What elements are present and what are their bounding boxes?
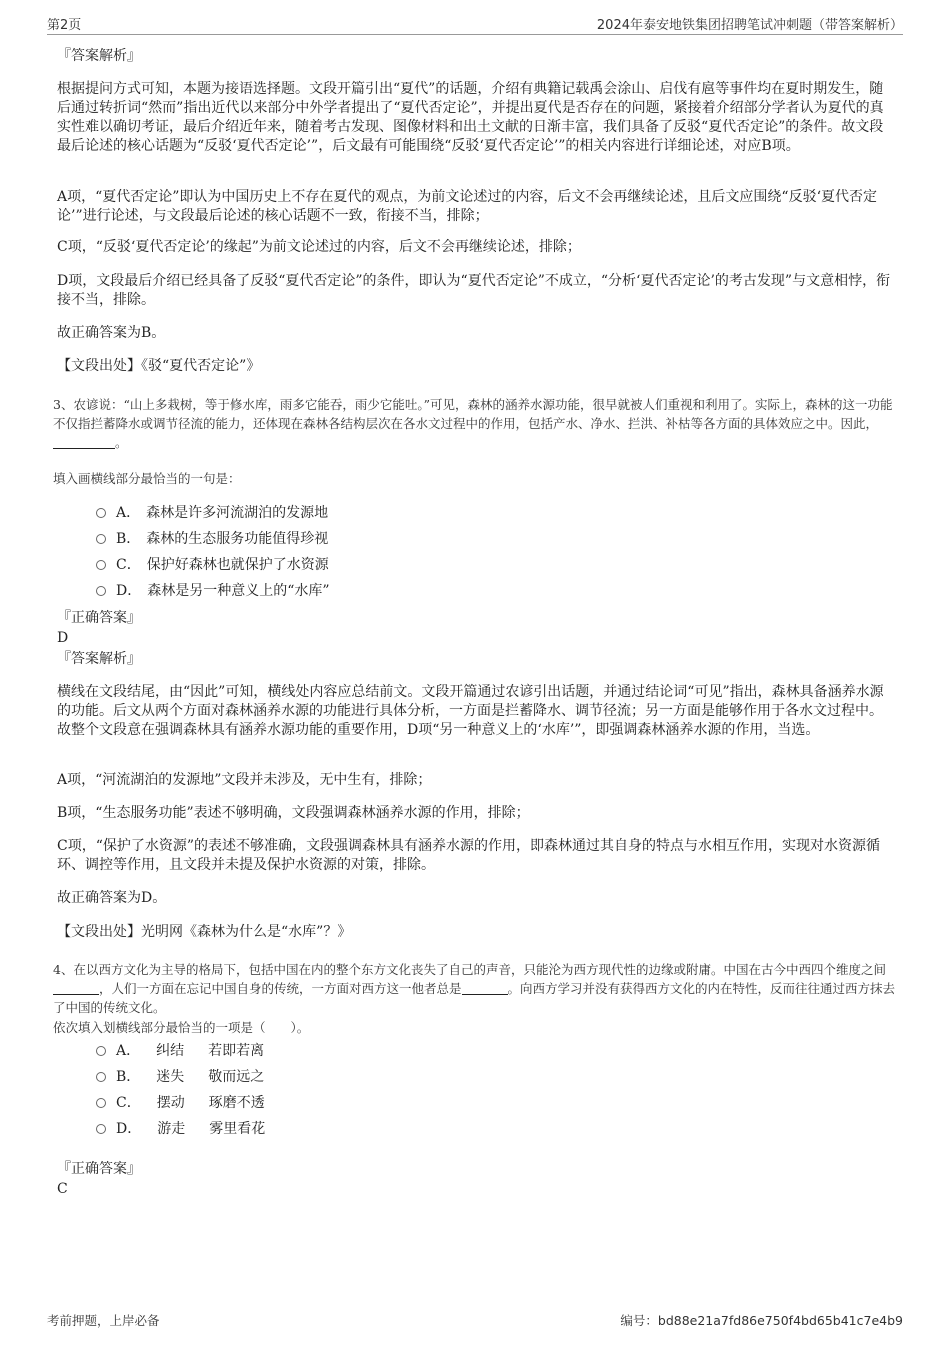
q4-answer-title: 『正确答案』	[57, 1161, 141, 1177]
radio-icon[interactable]	[96, 1124, 106, 1134]
q4-blank-2	[462, 982, 508, 995]
radio-icon[interactable]	[96, 560, 106, 570]
q2-analysis-option-c: C项，“反驳‘夏代否定论’的缘起”为前文论述过的内容，后文不会再继续论述，排除；	[57, 239, 581, 255]
q3-source: 【文段出处】光明网《森林为什么是“水库”？》	[57, 924, 352, 940]
q3-stem	[53, 395, 898, 452]
q3-analysis-option-c: C项，“保护了水资源”的表述不够准确，文段强调森林具有涵养水源的作用，即森林通过其自身的特点与水相互作用，实现对水资源循环、调控等作用，且文段并未提及保护水资源的对策，排除。	[57, 838, 881, 873]
q3-stem-end: 。	[115, 435, 128, 450]
q4-stem-text-3: 。向西方学习并没有获得西方文化的内在特性，反而往往通过西方抹去了中国的传统文化。	[53, 981, 896, 1015]
q4-prompt: 依次填入划横线部分最恰当的一项是（ ）。	[53, 1020, 310, 1035]
q2-source: 【文段出处】《驳“夏代否定论”》	[57, 358, 261, 374]
q4-stem-text-1: 4、在以西方文化为主导的格局下，包括中国在内的整个东方文化丧失了自己的声音，只能沦为西方现代性的边缘或附庸。中国在古今中西四个维度之间	[53, 962, 886, 977]
footer-code-value: bd88e21a7fd86e750f4bd65b41c7e4b9	[657, 1313, 903, 1328]
q4-answer: C	[57, 1181, 68, 1197]
radio-icon[interactable]	[96, 508, 106, 518]
footer-code	[620, 1311, 903, 1329]
q3-analysis-option-a: A项，“河流湖泊的发源地”文段并未涉及，无中生有，排除；	[57, 772, 432, 788]
q3-blank	[53, 436, 115, 449]
q3-answer: D	[57, 630, 69, 646]
page-number: 第2页	[47, 18, 82, 33]
q3-option-a[interactable]: A． 森林是许多河流湖泊的发源地	[96, 503, 328, 523]
q4-option-c[interactable]: C． 摆动 琢磨不透	[96, 1093, 265, 1113]
q2-analysis-paragraph: 根据提问方式可知，本题为接语选择题。文段开篇引出“夏代”的话题，介绍有典籍记载禹会涂山、启伐有扈等事件均在夏时期发生，随后通过转折词“然而”指出近代以来部分中外学者提出了“夏代否定论”，并提出夏代是否存在的问题，紧接着介绍部分学者认为夏代的真实性难以确切考证，最后介绍近年来，随着考古发现、图像材料和出土文献的日渐丰富，我们具备了反驳“夏代否定论”的条件。故文段最后论述的核心话题为“反驳‘夏代否定论’”，后文最有可能围绕“反驳‘夏代否定论’”的相关内容进行详细论述，对应B项。	[57, 81, 884, 154]
q3-answer-title: 『正确答案』	[57, 610, 141, 626]
q3-stem-text: 3、农谚说：“山上多栽树，等于修水库，雨多它能吞，雨少它能吐。”可见，森林的涵养水源功能，很早就被人们重视和利用了。实际上，森林的这一功能不仅指拦蓄降水或调节径流的能力，还体现在森林各结构层次在各水文过程中的作用，包括产水、净水、拦洪、补枯等各方面的具体效应之中。因此，	[53, 397, 893, 431]
q3-option-d[interactable]: D． 森林是另一种意义上的“水库”	[96, 581, 330, 601]
q4-option-a[interactable]: A． 纠结 若即若离	[96, 1041, 264, 1061]
radio-icon[interactable]	[96, 586, 106, 596]
radio-icon[interactable]	[96, 534, 106, 544]
q2-analysis-option-d: D项，文段最后介绍已经具备了反驳“夏代否定论”的条件，即认为“夏代否定论”不成立，“分析‘夏代否定论’的考古发现”与文意相悖，衔接不当，排除。	[57, 273, 891, 308]
radio-icon[interactable]	[96, 1098, 106, 1108]
q3-option-b[interactable]: B． 森林的生态服务功能值得珍视	[96, 529, 328, 549]
q3-prompt: 填入画横线部分最恰当的一句是：	[53, 471, 241, 486]
q3-option-c[interactable]: C． 保护好森林也就保护了水资源	[96, 555, 329, 575]
q4-stem	[53, 960, 898, 1017]
radio-icon[interactable]	[96, 1072, 106, 1082]
q4-blank-1	[53, 982, 99, 995]
footer-slogan: 考前押题，上岸必备	[47, 1313, 160, 1328]
q3-conclusion: 故正确答案为D。	[57, 890, 167, 906]
q2-analysis-option-a: A项，“夏代否定论”即认为中国历史上不存在夏代的观点，为前文论述过的内容，后文不会再继续论述，且后文应围绕“反驳‘夏代否定论’”进行论述，与文段最后论述的核心话题不一致，衔接不当，排除；	[57, 189, 878, 224]
q3-analysis-option-b: B项，“生态服务功能”表述不够明确，文段强调森林涵养水源的作用，排除；	[57, 805, 530, 821]
document-title: 2024年泰安地铁集团招聘笔试冲刺题（带答案解析）	[596, 18, 903, 33]
q4-option-d[interactable]: D． 游走 雾里看花	[96, 1119, 265, 1139]
q2-analysis-title: 『答案解析』	[57, 48, 141, 64]
q3-analysis-title: 『答案解析』	[57, 651, 141, 667]
radio-icon[interactable]	[96, 1046, 106, 1056]
page-header	[47, 14, 903, 35]
q2-conclusion: 故正确答案为B。	[57, 325, 166, 341]
q4-stem-text-2: ，人们一方面在忘记中国自身的传统，一方面对西方这一他者总是	[99, 981, 462, 996]
page-footer	[47, 1311, 903, 1331]
q4-option-b[interactable]: B． 迷失 敬而远之	[96, 1067, 264, 1087]
footer-code-label: 编号：	[620, 1313, 658, 1328]
q3-analysis-paragraph: 横线在文段结尾，由“因此”可知，横线处内容应总结前文。文段开篇通过农谚引出话题，并通过结论词“可见”指出，森林具备涵养水源的功能。后文从两个方面对森林涵养水源的功能进行具体分析，一方面是拦蓄降水、调节径流；另一方面是能够作用于各水文过程中。故整个文段意在强调森林具有涵养水源功能的重要作用，D项“另一种意义上的‘水库’”，即强调森林涵养水源的作用，当选。	[57, 684, 884, 738]
